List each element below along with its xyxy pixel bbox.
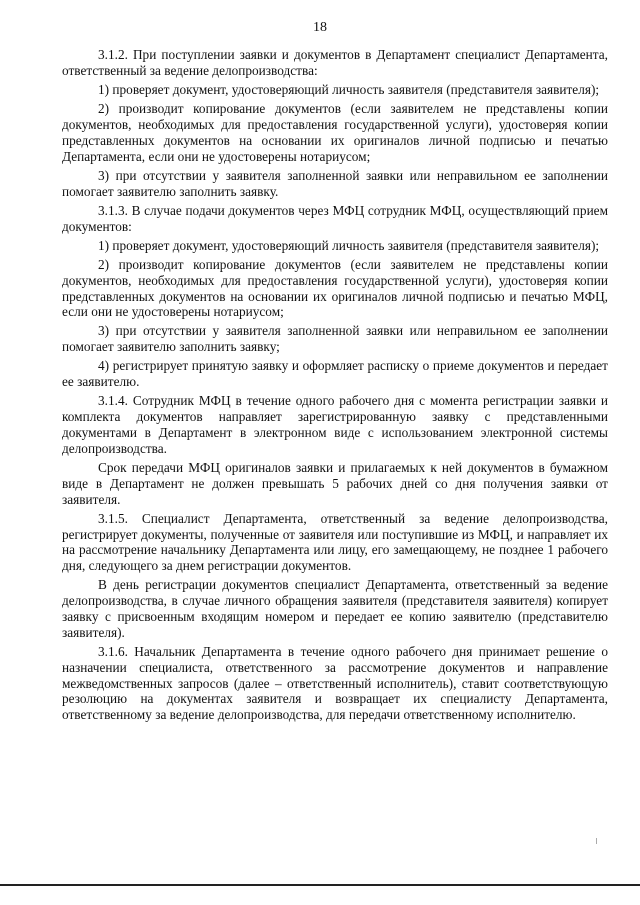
document-body [62,47,608,723]
paragraph-3-1-2: 3.1.2. При поступлении заявки и документов в Департамент специалист Департамента, ответственный за ведение делопроизводства: [62,47,608,78]
paragraph-registration-day: В день регистрации документов специалист Департамента, ответственный за ведение делопроизводства, в случае личного обращения заявителя (представителя заявителя) копирует заявку с присвоенным входящим номером и передает ее копию заявителю (представителю заявителя). [62,577,608,640]
list-item-mfc-help-fill-application: 3) при отсутствии у заявителя заполненной заявки или неправильном ее заполнении помогает заявителю заполнить заявку; [62,323,608,355]
list-item-mfc-register-application: 4) регистрирует принятую заявку и оформляет расписку о приеме документов и передает ее заявителю. [62,358,608,390]
paragraph-3-1-5: 3.1.5. Специалист Департамента, ответственный за ведение делопроизводства, регистрирует документы, полученные от заявителя или поступившие из МФЦ, и направляет их на рассмотрение начальнику Департамента или лицу, его замещающему, не позднее 1 рабочего дня, следующего за днем регистрации документов. [62,510,608,574]
paragraph-3-1-4: 3.1.4. Сотрудник МФЦ в течение одного рабочего дня с момента регистрации заявки и комплекта документов направляет зарегистрированную заявку с представленными документами в Департамент в электронном виде с использованием электронной системы делопроизводства. [62,393,608,456]
list-item-check-identity: 1) проверяет документ, удостоверяющий личность заявителя (представителя заявителя); [98,81,600,97]
list-item-help-fill-application: 3) при отсутствии у заявителя заполненной заявки или неправильном ее заполнении помогает заявителю заполнить заявку. [62,167,608,199]
list-item-mfc-copy-documents: 2) производит копирование документов (если заявителем не представлены копии документов, необходимых для предоставления государственной услуги), удостоверяя копии представленных документов на основании их оригиналов личной подписью и печатью МФЦ, если они не удостоверены нотариусом; [62,256,608,320]
list-item-copy-documents: 2) производит копирование документов (если заявителем не представлены копии документов, необходимых для предоставления государственной услуги), удостоверяя копии представленных документов на основании их оригиналов личной подписью и печатью Департамента, если они не удостоверены нотариусом; [62,101,608,164]
bottom-divider [0,884,640,886]
paragraph-3-1-6: 3.1.6. Начальник Департамента в течение одного рабочего дня принимает решение о назначении специалиста, ответственного за рассмотрение документов и направление межведомственных запросов (далее – ответственный исполнитель), ставит соответствующую резолюцию на документах заявителя и возвращает их специалисту Департамента, ответственному за ведение делопроизводства, для передачи ответственному исполнителю. [62,643,608,723]
list-item-mfc-check-identity: 1) проверяет документ, удостоверяющий личность заявителя (представителя заявителя); [98,237,600,253]
paragraph-transfer-deadline: Срок передачи МФЦ оригиналов заявки и прилагаемых к ней документов в бумажном виде в Департамент не должен превышать 5 рабочих дней со дня получения заявки от заявителя. [62,460,608,507]
page-number: 18 [313,20,327,35]
paragraph-3-1-3: 3.1.3. В случае подачи документов через МФЦ сотрудник МФЦ, осуществляющий прием документов: [62,202,608,234]
scan-mark [596,838,597,844]
